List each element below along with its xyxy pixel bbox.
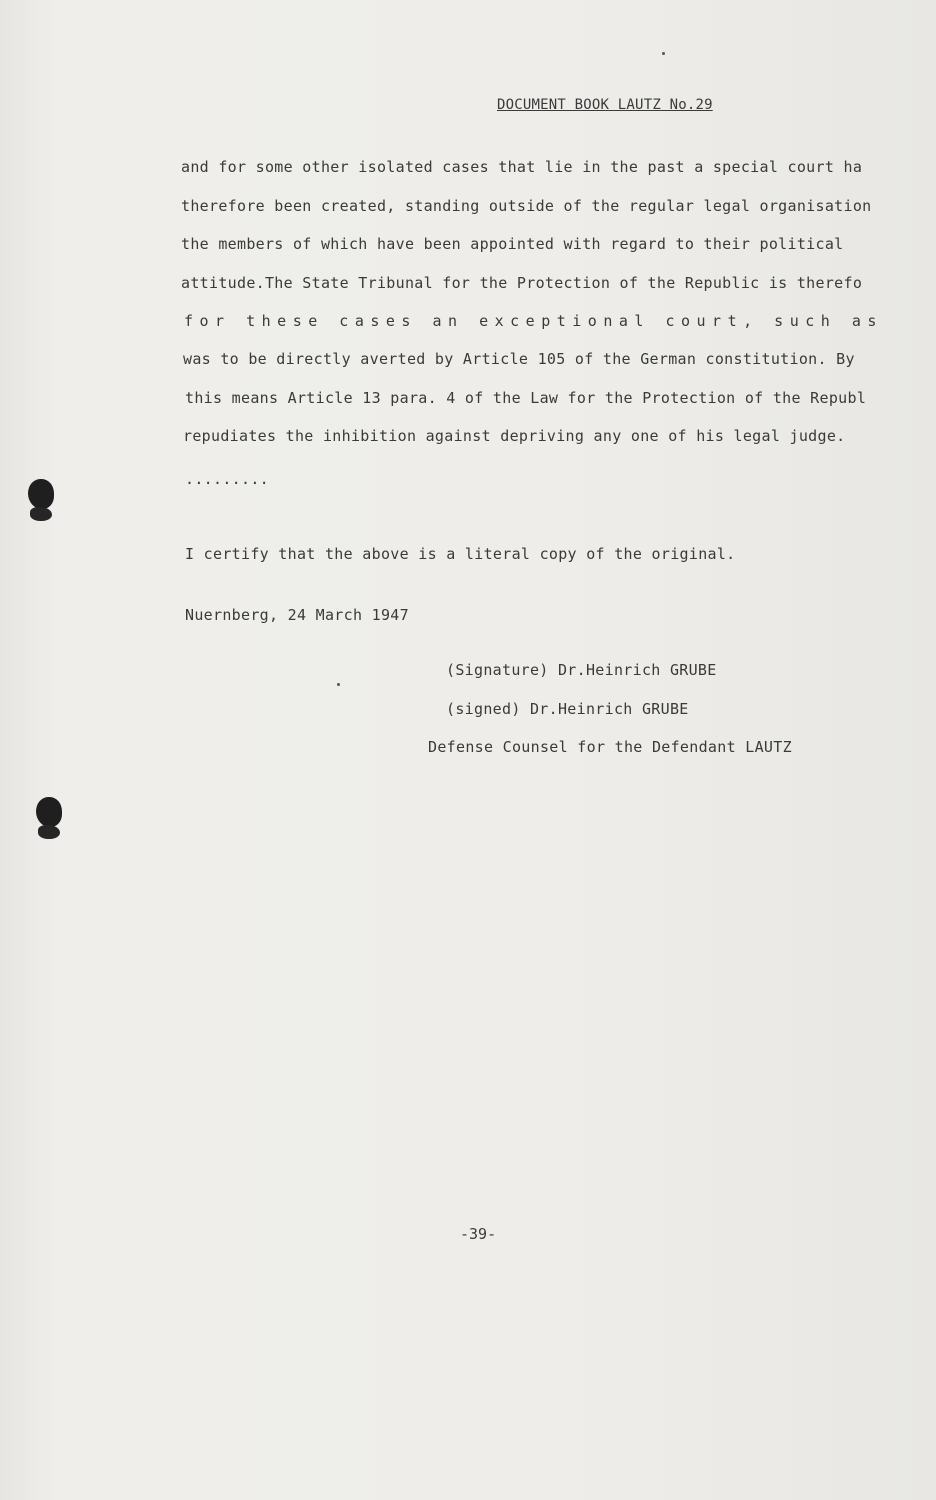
body-line: therefore been created, standing outside of the regular legal organisation [181, 197, 872, 215]
document-header: DOCUMENT BOOK LAUTZ No.29 [497, 97, 713, 113]
certification-statement: I certify that the above is a literal copy of the original. [185, 545, 736, 563]
body-line: for these cases an exceptional court, such as [184, 312, 883, 330]
page-number: -39- [460, 1225, 497, 1243]
punch-hole-top [28, 479, 54, 509]
body-line: and for some other isolated cases that lie in the past a special court ha [181, 158, 863, 176]
speck-mark [337, 683, 340, 686]
body-line: this means Article 13 para. 4 of the Law for the Protection of the Republ [185, 389, 867, 407]
signed-line: (signed) Dr.Heinrich GRUBE [446, 700, 689, 718]
body-line: repudiates the inhibition against depriving any one of his legal judge. [183, 427, 846, 445]
body-line: attitude.The State Tribunal for the Protection of the Republic is therefo [181, 274, 863, 292]
body-line: the members of which have been appointed with regard to their political [181, 235, 844, 253]
place-date: Nuernberg, 24 March 1947 [185, 606, 409, 624]
signature-line: (Signature) Dr.Heinrich GRUBE [446, 661, 717, 679]
punch-hole-bottom [36, 797, 62, 827]
speck-mark [662, 52, 665, 55]
ellipsis-line: ......... [185, 470, 269, 488]
counsel-line: Defense Counsel for the Defendant LAUTZ [428, 738, 792, 756]
body-line: was to be directly averted by Article 105 of the German constitution. By [183, 350, 855, 368]
